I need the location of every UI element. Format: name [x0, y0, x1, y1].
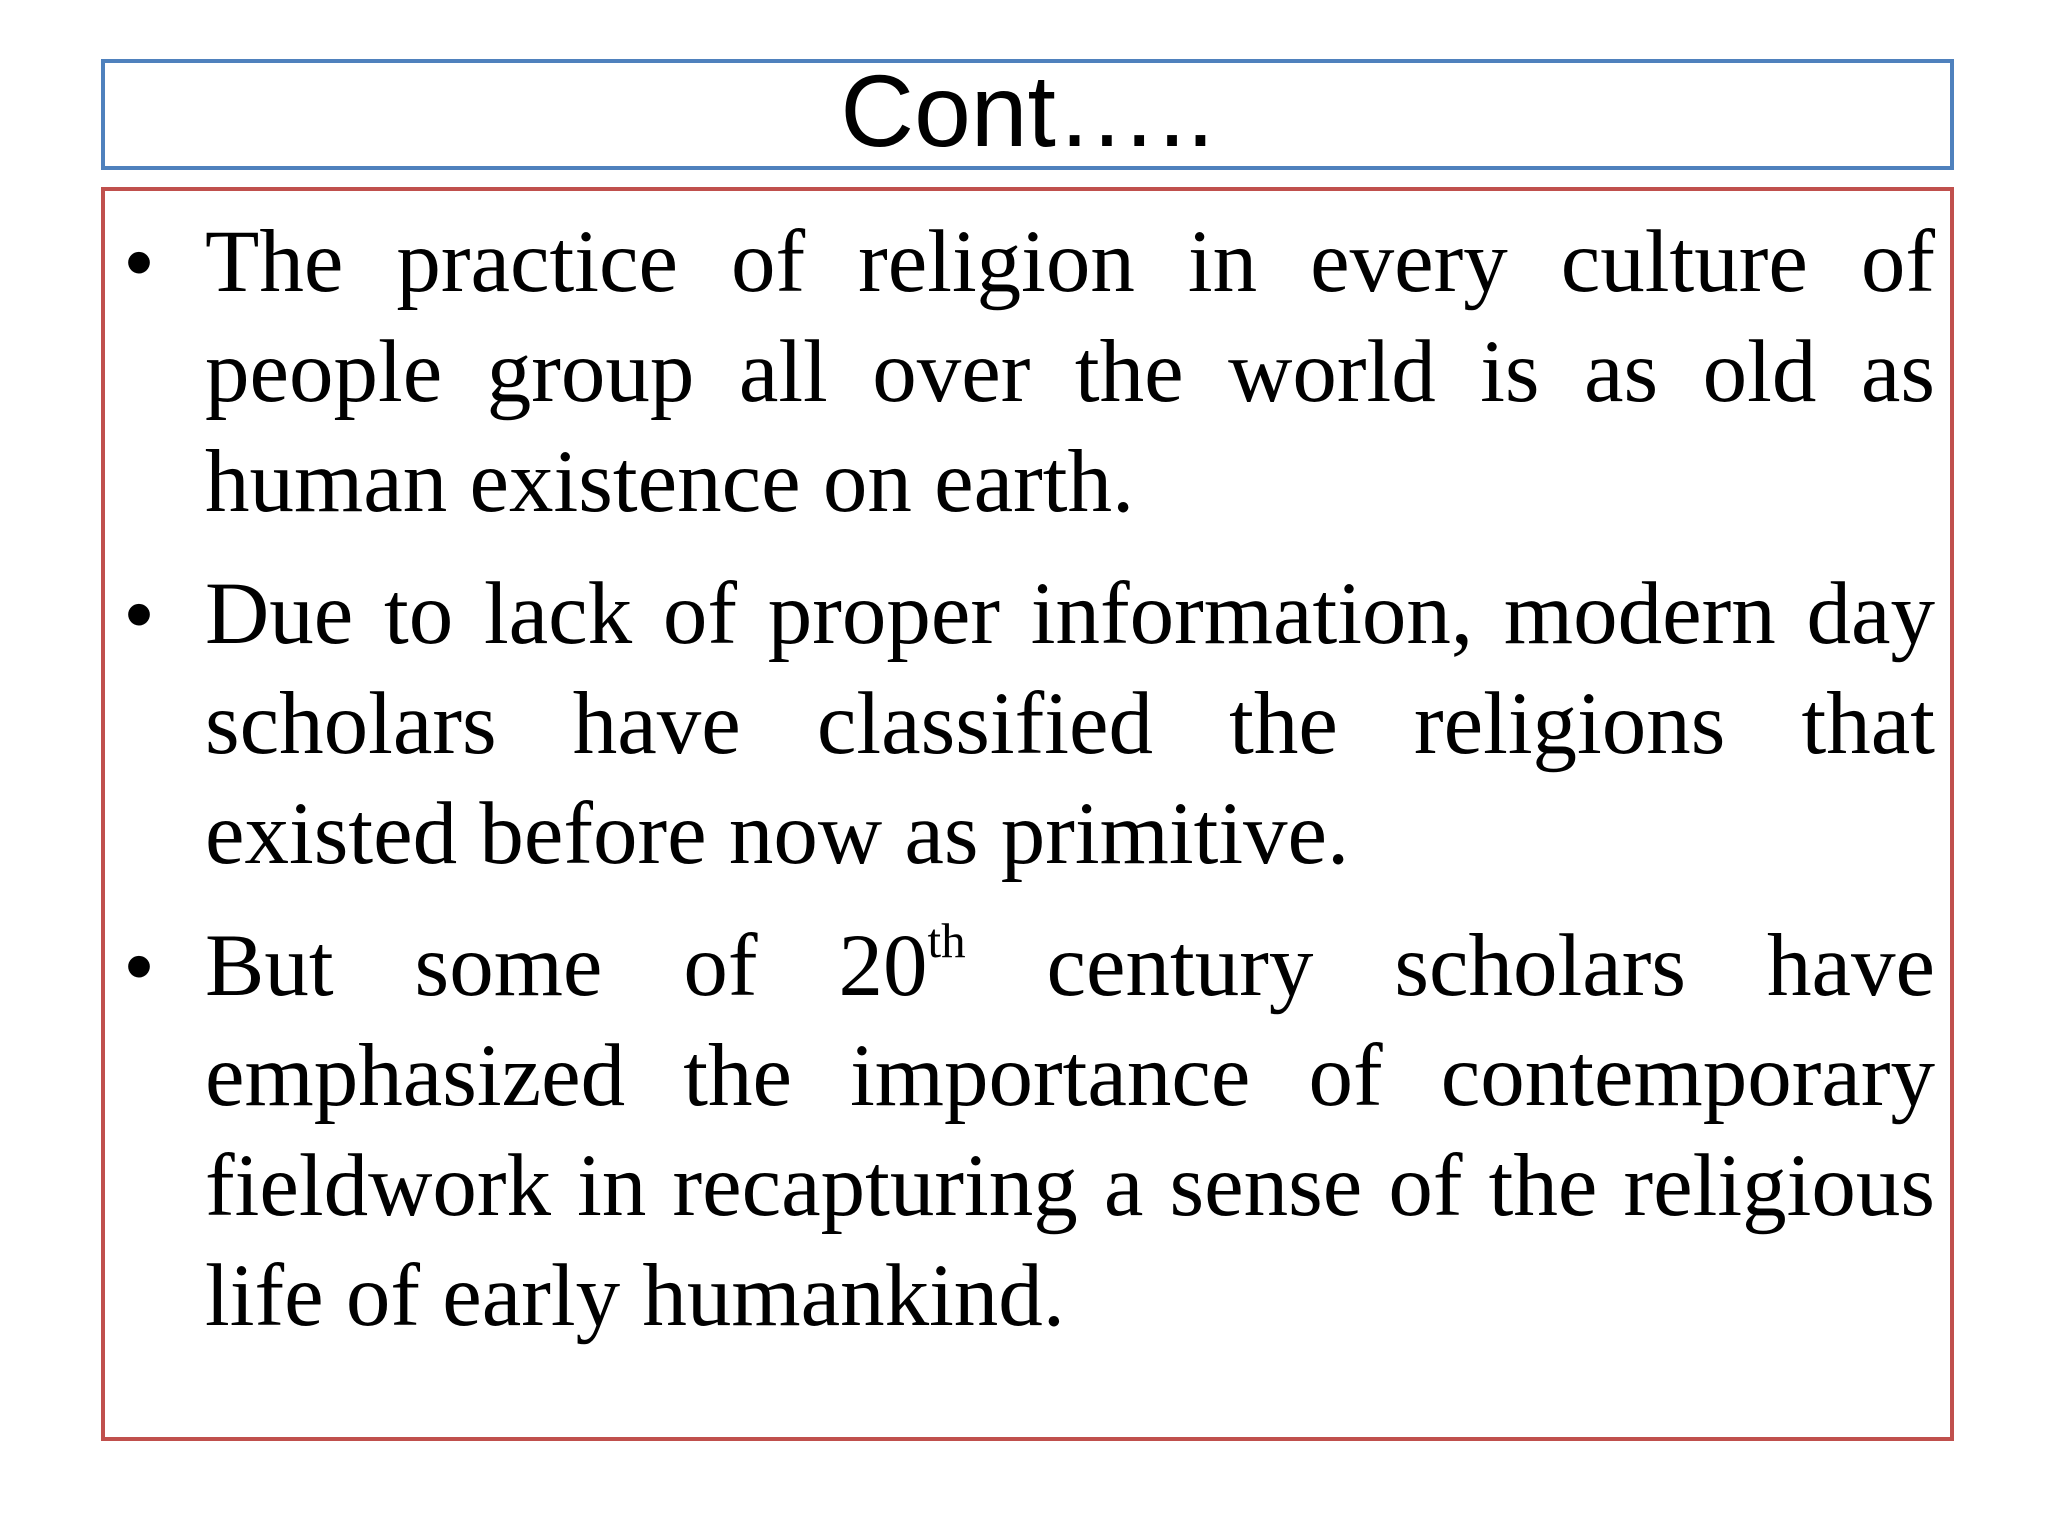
bullet-superscript: th: [927, 913, 966, 969]
bullet-icon: •: [125, 921, 154, 1010]
bullet-icon: •: [125, 217, 154, 306]
bullet-item: [125, 559, 1935, 889]
bullet-text-start: But some of 20: [205, 917, 928, 1015]
bullet-text-end: century scholars have emphasized the importance of contemporary fieldwork in recapturing a sense of the religious life of early humankind.: [205, 917, 1935, 1345]
bullet-text: Due to lack of proper information, modern day scholars have classified the religions that existed before now as primitive.: [205, 565, 1935, 883]
title-box: [101, 53, 1954, 170]
bullet-item: [125, 911, 1935, 1351]
content-box: [101, 187, 1954, 1441]
bullet-text: The practice of religion in every culture of people group all over the world is as old as human existence on earth.: [205, 213, 1935, 531]
slide-title: Cont…..: [840, 53, 1215, 168]
bullet-icon: •: [125, 569, 154, 658]
bullet-item: [125, 207, 1935, 537]
